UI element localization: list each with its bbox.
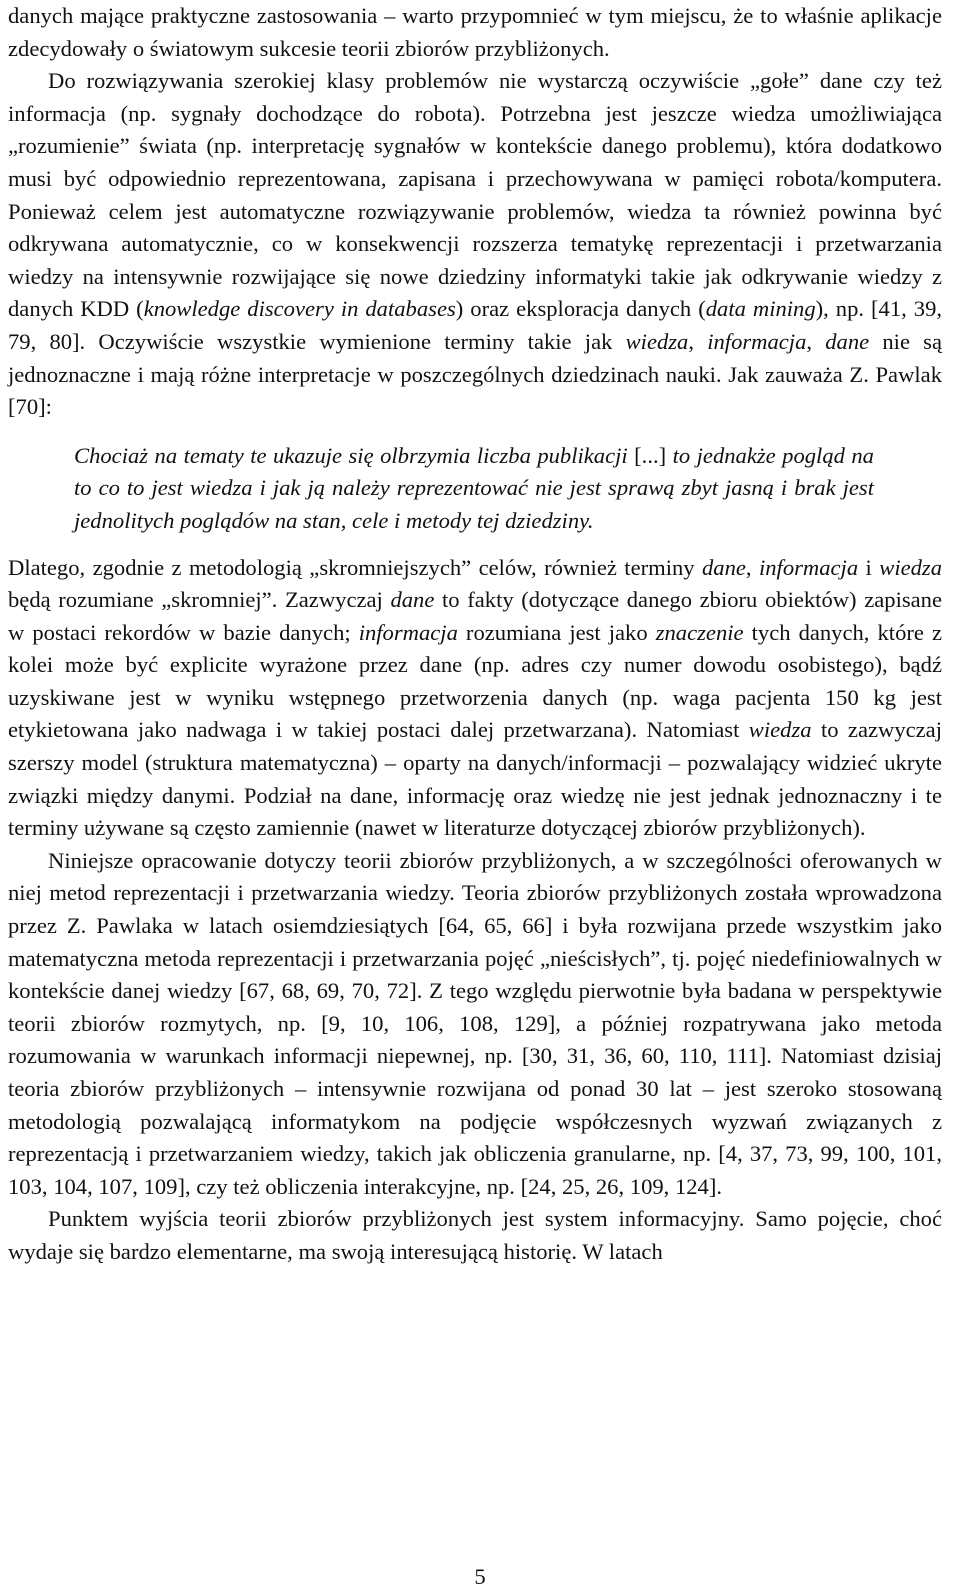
paragraph-3-text: to zazwyczaj szerszy model (struktura matematyczna) – oparty na danych/informacji – pozwalający widzieć ukryte związki między danymi. Podział na dane, informację oraz wiedzę nie jest jednak jednoznaczny i te terminy używane są często zamiennie (nawet w literaturze dotyczącej zbiorów przybliżonych). xyxy=(8,717,942,841)
paragraph-2-text: ) oraz eksploracja danych ( xyxy=(455,296,706,322)
paragraph-2-text: nie są jednoznaczne i mają różne interpretacje w poszczególnych dziedzinach nauki. Jak zauważa Z. Pawlak [70]: xyxy=(8,328,942,420)
paragraph-2-text: , xyxy=(688,328,708,354)
paragraph-5 xyxy=(8,1203,942,1268)
term-dane: dane xyxy=(701,554,746,580)
block-quote xyxy=(8,440,874,538)
page-number: 5 xyxy=(474,1564,486,1589)
paragraph-5-text: Punktem wyjścia teorii zbiorów przybliżonych jest system informacyjny. Samo pojęcie, choć wydaje się bardzo elementarne, ma swoją interesującą historię. W latach xyxy=(8,1206,942,1264)
quote-text: Chociaż na tematy te ukazuje się olbrzymia liczba publikacji xyxy=(74,442,635,468)
paragraph-2 xyxy=(8,65,942,424)
paragraph-2-text: Do rozwiązywania szerokiej klasy problemów nie wystarczą oczywiście „gołe” dane czy też informacja (np. sygnały dochodzące do robota). Potrzebna jest jeszcze wiedza umożliwiająca „rozumienie” świata (np. interpretację sygnałów w kontekście danego problemu), która dodatkowo musi być odpowiednio reprezentowana, zapisana i przechowywana w pamięci robota/komputera. Ponieważ celem jest automatyczne rozwiązywanie problemów, wiedza ta również powinna być odkrywana automatycznie, co w konsekwencji rozszerza tematykę reprezentacji i przetwarzania wiedzy na intensywnie rozwijające się nowe dziedziny informatyki takie jak odkrywanie wiedzy z danych KDD ( xyxy=(8,68,942,322)
paragraph-3 xyxy=(8,552,942,845)
paragraph-4-text: Niniejsze opracowanie dotyczy teorii zbiorów przybliżonych, a w szczególności oferowanych w niej metod reprezentacji i przetwarzania wiedzy. Teoria zbiorów przybliżonych została wprowadzona przez Z. Pawlaka w latach osiemdziesiątych [64, 65, 66] i była rozwijana przede wszystkim jako matematyczna metoda reprezentacji i przetwarzania pojęć „nieścisłych”, tj. pojęć niedefiniowalnych w kontekście danej wiedzy [67, 68, 69, 70, 72]. Z tego względu pierwotnie była badana w perspektywie teorii zbiorów rozmytych, np. [9, 10, 106, 108, 129], a później rozpatrywana jako metoda rozumowania w warunkach informacji niepewnej, np. [30, 31, 36, 60, 110, 111]. Natomiast dzisiaj teoria zbiorów przybliżonych – intensywnie rozwijana od ponad 30 lat – jest szeroko stosowaną metodologią pozwalającą informatykom na podjęcie współczesnych wyzwań związanych z reprezentacją i przetwarzaniem wiedzy, takich jak obliczenia granularne, np. [4, 37, 73, 99, 100, 101, 103, 104, 107, 109], czy też obliczenia interakcyjne, np. [24, 25, 26, 109, 124]. xyxy=(8,847,942,1199)
paragraph-2-text: , xyxy=(806,328,826,354)
term-dane: dane xyxy=(390,587,435,613)
paragraph-3-text: , xyxy=(745,554,759,580)
paragraph-3-text: Dlatego, zgodnie z metodologią „skromniejszych” celów, również terminy xyxy=(8,554,702,580)
quote-text: to jednakże pogląd na to co to jest wiedza i jak ją należy reprezentować nie jest sprawą zbyt jasną i brak jest jednolitych poglądów na stan, cele i metody tej dziedziny. xyxy=(74,442,874,533)
paragraph-1-text: danych mające praktyczne zastosowania – warto przypomnieć w tym miejscu, że to właśnie aplikacje zdecydowały o światowym sukcesie teorii zbiorów przybliżonych. xyxy=(8,3,942,61)
paragraph-4 xyxy=(8,845,942,1204)
paragraph-3-text: i xyxy=(858,554,880,580)
term-data-mining: data mining xyxy=(705,296,816,322)
document-page xyxy=(8,0,942,1269)
term-informacja: informacja xyxy=(358,619,458,645)
paragraph-2-text: ), np. [41, 39, 79, 80]. Oczywiście wszystkie wymienione terminy takie jak xyxy=(8,296,943,354)
paragraph-3-text: to fakty (dotyczące danego zbioru obiektów) zapisane w postaci rekordów w bazie danych; xyxy=(8,587,942,645)
paragraph-3-text: będą rozumiane „skromniej”. Zazwyczaj xyxy=(8,587,391,613)
paragraph-3-text: rozumiana jest jako xyxy=(457,619,656,645)
term-dane: dane xyxy=(825,328,870,354)
quote-ellipsis: [...] xyxy=(634,442,667,468)
term-znaczenie: znaczenie xyxy=(655,619,744,645)
term-wiedza: wiedza xyxy=(879,554,943,580)
term-wiedza: wiedza xyxy=(748,717,812,743)
paragraph-1 xyxy=(8,0,942,65)
term-wiedza: wiedza xyxy=(625,328,689,354)
term-informacja: informacja xyxy=(758,554,859,580)
paragraph-3-text: tych danych, które z kolei może być explicite wyrażone przez dane (np. adres czy numer dowodu osobistego), bądź uzyskiwane jest w wyniku wstępnego przetworzenia danych (np. waga pacjenta 150 kg jest etykietowana jako nadwaga i w takiej postaci dalej przetwarzana). Natomiast xyxy=(8,619,943,743)
term-kdd: knowledge discovery in databases xyxy=(143,296,456,322)
term-informacja: informacja xyxy=(707,328,807,354)
